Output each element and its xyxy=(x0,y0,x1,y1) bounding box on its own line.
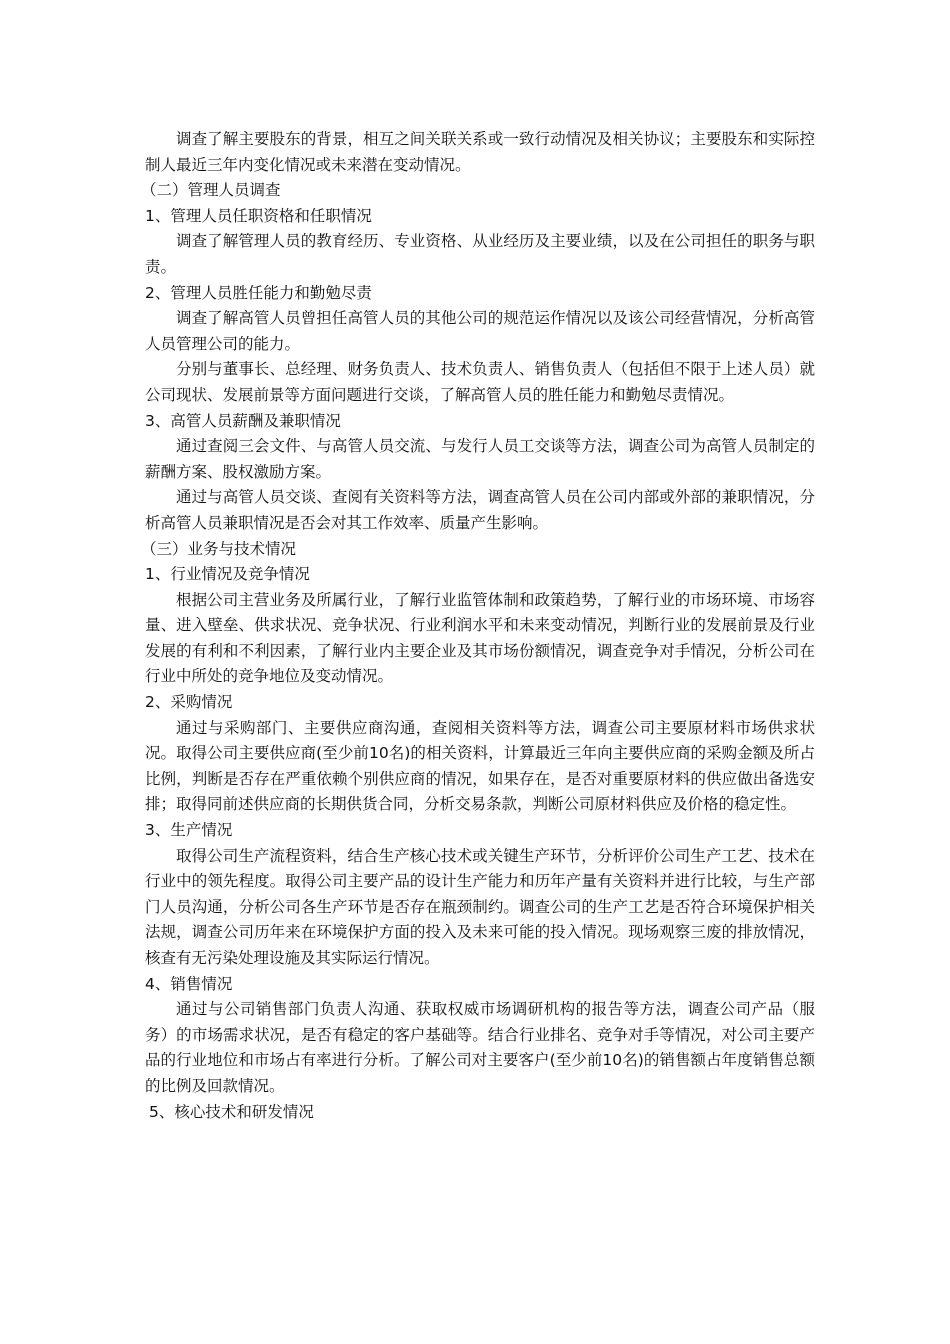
subheading-qualification: 1、管理人员任职资格和任职情况 xyxy=(145,206,372,225)
paragraph-compensation-2: 通过与高管人员交谈、查阅有关资料等方法，调查高管人员在公司内部或外部的兼职情况，分析高管人员兼职情况是否会对其工作效率、质量产生影响。 xyxy=(145,488,815,532)
subheading-core-technology: 5、核心技术和研发情况 xyxy=(149,1102,314,1121)
subheading-sales: 4、销售情况 xyxy=(145,974,233,993)
subheading-production: 3、生产情况 xyxy=(145,821,233,840)
paragraph-procurement: 通过与采购部门、主要供应商沟通，查阅相关资料等方法，调查公司主要原材料市场供求状况。取得公司主要供应商(至少前10名)的相关资料，计算最近三年向主要供应商的采购金额及所占比例，判断是否存在严重依赖个别供应商的情况，如果存在，是否对重要原材料的供应做出备选安排；取得同前述供应商的长期供货合同，分析交易条款，判断公司原材料供应及价格的稳定性。 xyxy=(145,718,815,814)
paragraph-competence-2: 分别与董事长、总经理、财务负责人、技术负责人、销售负责人（包括但不限于上述人员）就公司现状、发展前景等方面问题进行交谈，了解高管人员的胜任能力和勤勉尽责情况。 xyxy=(145,360,815,404)
paragraph-production: 取得公司生产流程资料，结合生产核心技术或关键生产环节，分析评价公司生产工艺、技术在行业中的领先程度。取得公司主要产品的设计生产能力和历年产量有关资料并进行比较，与生产部门人员沟通，分析公司各生产环节是否存在瓶颈制约。调查公司的生产工艺是否符合环境保护相关法规，调查公司历年来在环境保护方面的投入及未来可能的投入情况。现场观察三废的排放情况，核查有无污染处理设施及其实际运行情况。 xyxy=(145,846,815,967)
paragraph-sales: 通过与公司销售部门负责人沟通、获取权威市场调研机构的报告等方法，调查公司产品（服务）的市场需求状况，是否有稳定的客户基础等。结合行业排名、竞争对手等情况，对公司主要产品的行业地位和市场占有率进行分析。了解公司对主要客户(至少前10名)的销售额占年度销售总额的比例及回款情况。 xyxy=(145,1000,815,1095)
paragraph-qualification: 调查了解管理人员的教育经历、专业资格、从业经历及主要业绩，以及在公司担任的职务与职责。 xyxy=(145,232,815,276)
subheading-competence: 2、管理人员胜任能力和勤勉尽责 xyxy=(145,283,372,302)
paragraph-shareholder-background: 调查了解主要股东的背景，相互之间关联关系或一致行动情况及相关协议；主要股东和实际控制人最近三年内变化情况或未来潜在变动情况。 xyxy=(145,130,815,174)
subheading-procurement: 2、采购情况 xyxy=(145,693,233,712)
section-heading-business: （三）业务与技术情况 xyxy=(141,539,297,558)
paragraph-compensation-1: 通过查阅三会文件、与高管人员交流、与发行人员工交谈等方法，调查公司为高管人员制定的薪酬方案、股权激励方案。 xyxy=(145,437,815,481)
section-heading-management: （二）管理人员调查 xyxy=(141,181,281,200)
subheading-compensation: 3、高管人员薪酬及兼职情况 xyxy=(145,411,341,430)
paragraph-competence-1: 调查了解高管人员曾担任高管人员的其他公司的规范运作情况以及该公司经营情况，分析高管人员管理公司的能力。 xyxy=(145,309,815,353)
paragraph-industry: 根据公司主营业务及所属行业，了解行业监管体制和政策趋势，了解行业的市场环境、市场容量、进入壁垒、供求状况、竞争状况、行业利润水平和未来变动情况，判断行业的发展前景及行业发展的有利和不利因素，了解行业内主要企业及其市场份额情况，调查竞争对手情况，分析公司在行业中所处的竞争地位及变动情况。 xyxy=(145,590,815,686)
subheading-industry: 1、行业情况及竞争情况 xyxy=(145,565,310,584)
